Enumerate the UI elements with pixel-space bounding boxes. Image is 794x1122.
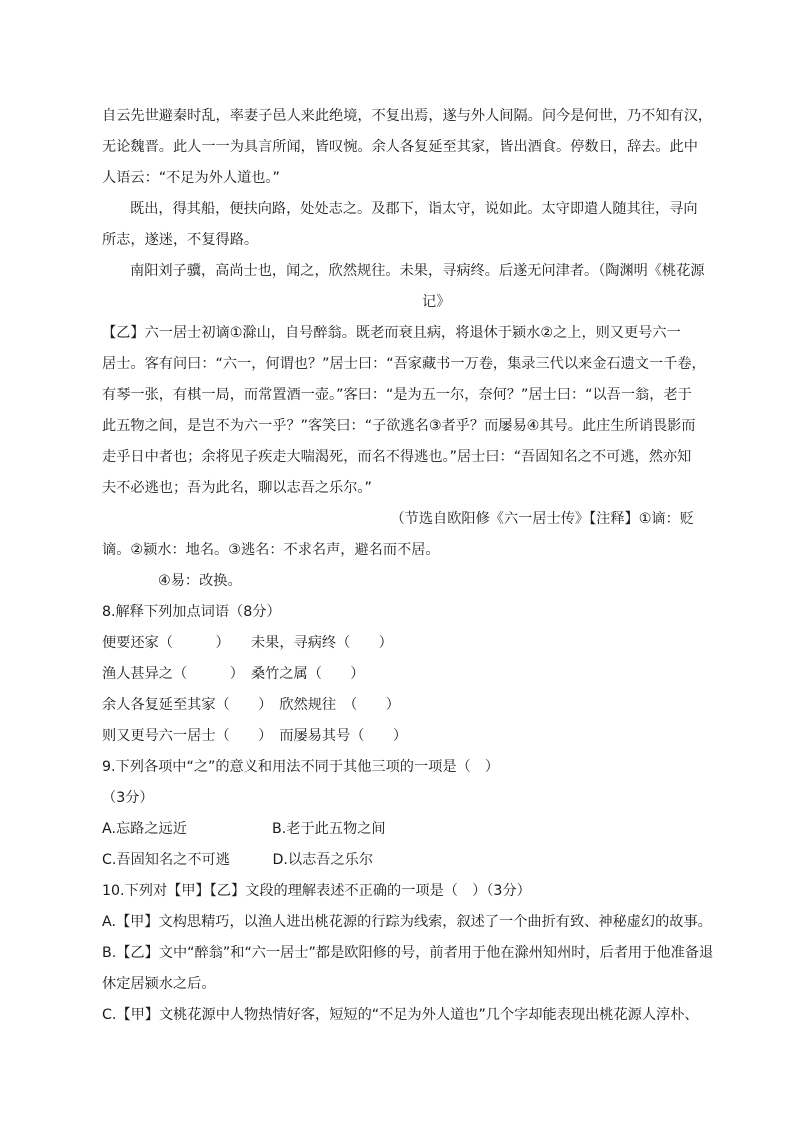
jia-p2-line-2: 所志，遂迷，不复得路。 bbox=[102, 232, 259, 248]
jia-p1-line-3: 人语云：“不足为外人道也。” bbox=[102, 170, 280, 186]
yi-note-2: ④易：改换。 bbox=[158, 573, 242, 589]
q10-option-b-line-2: 休定居颍水之后。 bbox=[102, 976, 216, 992]
yi-line-4: 此五物之间，是岂不为六一乎？”客笑曰：“子欲逃名③者乎？而屡易④其号。此庄生所诮畏影而 bbox=[102, 418, 696, 434]
q9-options-ab: A.忘路之远近 B.老于此五物之间 bbox=[102, 821, 386, 837]
jia-p2-line-1: 既出，得其船，便扶向路，处处志之。及郡下，诣太守，说如此。太守即遣人随其往，寻向 bbox=[130, 201, 698, 217]
yi-line-6: 夫不必逃也；吾为此名，聊以志吾之乐尔。” bbox=[102, 480, 372, 496]
yi-source: （节选自欧阳修《六一居士传》【注释】①谪：贬 bbox=[390, 511, 694, 527]
q8-line-1: 便要还家（ ） 未果，寻病终（ ） bbox=[102, 635, 393, 651]
yi-line-5: 走乎日中者也；余将见子疾走大喘渴死，而名不得逃也。”居士曰：“吾固知名之不可逃，然亦知 bbox=[102, 449, 692, 465]
yi-line-1: 【乙】六一居士初谪①滁山，自号醉翁。既老而衰且病，将退休于颍水②之上，则又更号六一 bbox=[102, 325, 681, 341]
q8-title: 8.解释下列加点词语（8分） bbox=[102, 604, 281, 620]
jia-p1-line-1: 自云先世避秦时乱，率妻子邑人来此绝境，不复出焉，遂与外人间隔。问今是何世，乃不知有汉， bbox=[102, 108, 713, 124]
jia-p3-line-1: 南阳刘子骥，高尚士也，闻之，欣然规往。未果，寻病终。后遂无问津者。（陶渊明《桃花源 bbox=[130, 263, 705, 279]
q9-options-cd: C.吾固知名之不可逃 D.以志吾之乐尔 bbox=[102, 852, 374, 868]
yi-line-3: 有琴一张，有棋一局，而常置酒一壶。”客曰：“是为五一尔，奈何？”居士曰：“以吾一翁，老于 bbox=[102, 387, 692, 403]
q8-line-2: 渔人甚异之（ ） 桑竹之属（ ） bbox=[102, 666, 365, 682]
q9-score: （3分） bbox=[102, 790, 154, 806]
yi-line-2: 居士。客有问曰：“六一，何谓也？”居士曰：“吾家藏书一万卷，集录三代以来金石遗文一千卷， bbox=[102, 356, 706, 372]
jia-p1-line-2: 无论魏晋。此人一一为具言所闻，皆叹惋。余人各复延至其家，皆出酒食。停数日，辞去。此中 bbox=[102, 139, 698, 155]
q9-title: 9.下列各项中“之”的意义和用法不同于其他三项的一项是（ ） bbox=[102, 759, 500, 775]
q10-option-b-line-1: B.【乙】文中“醉翁”和“六一居士”都是欧阳修的号，前者用于他在滁州知州时，后者用于他准备退 bbox=[102, 945, 714, 961]
yi-note-1: 谪。②颍水：地名。③逃名：不求名声，避名而不居。 bbox=[102, 542, 440, 558]
q8-line-3: 余人各复延至其家（ ） 欣然规往 （ ） bbox=[102, 697, 400, 713]
q8-line-4: 则又更号六一居士（ ） 而屡易其号（ ） bbox=[102, 728, 408, 744]
q10-option-c: C.【甲】文桃花源中人物热情好客，短短的“不足为外人道也”几个字却能表现出桃花源人淳朴、 bbox=[102, 1007, 699, 1023]
q10-option-a: A.【甲】文构思精巧，以渔人进出桃花源的行踪为线索，叙述了一个曲折有致、神秘虚幻的故事。 bbox=[102, 914, 712, 930]
q10-title: 10.下列对【甲】【乙】文段的理解表述不正确的一项是（ ）（3分） bbox=[102, 883, 531, 899]
jia-p3-line-2: 记》 bbox=[422, 294, 451, 310]
